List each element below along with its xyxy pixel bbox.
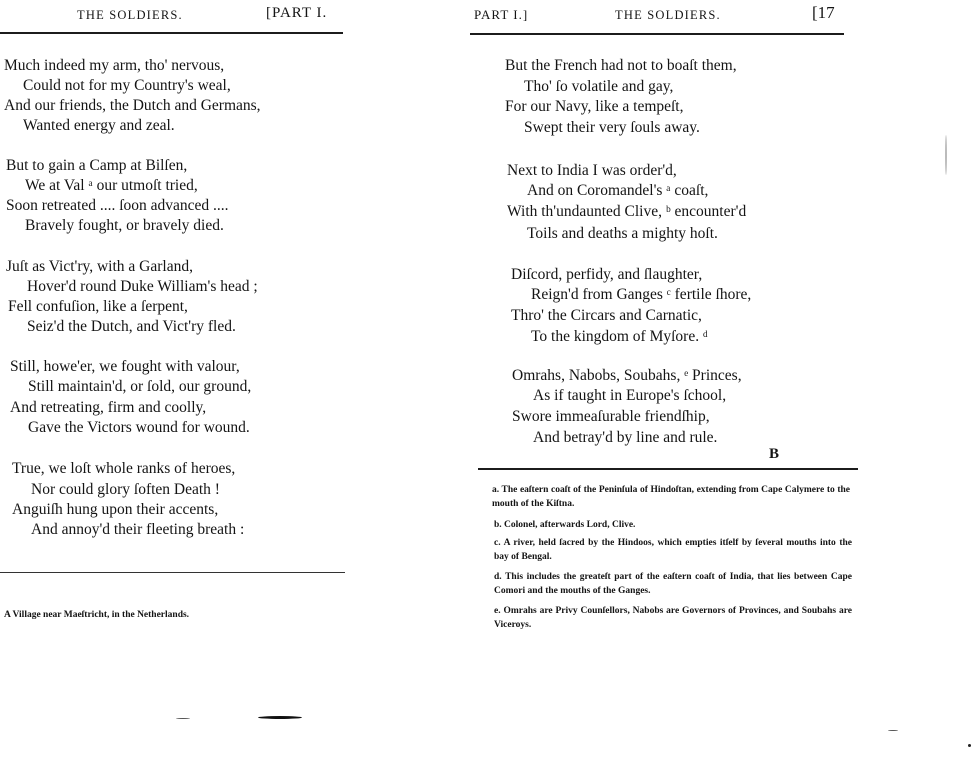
left-footnote: A Village near Maeſtricht, in the Netherlands.: [4, 610, 190, 620]
verse-line: Could not for my Country's weal,: [23, 77, 231, 94]
right-header-rule: [470, 33, 844, 35]
verse-line: Much indeed my arm, tho' nervous,: [4, 57, 225, 74]
footnote-e: e. Omrahs are Privy Counſellors, Nabobs are Governors of Provinces, and Soubahs are Viceroys.: [494, 606, 852, 630]
verse-line: Wanted energy and zeal.: [23, 117, 175, 134]
verse-line: Juſt as Vict'ry, with a Garland,: [6, 258, 193, 275]
verse-line: Tho' ſo volatile and gay,: [524, 78, 674, 95]
left-footnote-rule: [0, 572, 345, 573]
verse-line: And betray'd by line and rule.: [533, 429, 718, 446]
scan-mark: [888, 730, 898, 731]
verse-line: Nor could glory ſoften Death !: [31, 481, 220, 498]
verse-line: As if taught in Europe's ſchool,: [533, 387, 727, 404]
catchword: B: [769, 446, 780, 462]
verse-line: To the kingdom of Myſore. ᵈ: [531, 328, 708, 345]
scan-mark: [945, 135, 947, 175]
verse-line: Reign'd from Ganges ᶜ fertile ſhore,: [531, 286, 752, 303]
verse-line: With th'undaunted Clive, ᵇ encounter'd: [507, 203, 747, 220]
verse-line: Swore immeaſurable friendſhip,: [512, 408, 710, 425]
verse-line: And on Coromandel's ᵃ coaſt,: [527, 182, 709, 199]
right-part-ref: PART I.]: [474, 7, 529, 22]
footnote-b: b. Colonel, afterwards Lord, Clive.: [494, 520, 636, 530]
scan-mark: [258, 716, 302, 719]
footnote-a: a. The eaſtern coaſt of the Peninſula of Hindoſtan, extending from Cape Calymere to the mouth of the Kiſtna.: [492, 485, 850, 509]
page-number: [17: [812, 3, 835, 22]
verse-line: And retreating, firm and coolly,: [10, 399, 207, 416]
verse-line: Next to India I was order'd,: [507, 162, 677, 179]
verse-line: True, we loſt whole ranks of heroes,: [12, 460, 236, 477]
left-header-rule: [0, 32, 343, 34]
verse-line: Thro' the Circars and Carnatic,: [511, 307, 702, 324]
verse-line: Anguiſh hung upon their accents,: [12, 501, 219, 518]
right-footnote-rule: [478, 468, 858, 470]
verse-line: We at Val ᵃ our utmoſt tried,: [25, 177, 198, 194]
verse-line: Diſcord, perfidy, and ſlaughter,: [511, 266, 703, 283]
left-running-title: THE SOLDIERS.: [77, 8, 183, 22]
verse-line: Soon retreated .... ſoon advanced ....: [6, 197, 229, 214]
verse-line: And annoy'd their fleeting breath :: [31, 521, 245, 538]
left-part-ref: [PART I.: [266, 5, 328, 21]
right-page: [470, 0, 980, 758]
scan-mark: [176, 718, 190, 719]
verse-line: Bravely fought, or bravely died.: [25, 217, 224, 234]
scan-mark: [968, 744, 971, 747]
verse-line: But to gain a Camp at Bilſen,: [6, 157, 188, 174]
verse-line: Fell confuſion, like a ſerpent,: [8, 298, 188, 315]
footnote-d: d. This includes the greateſt part of the eaſtern coaſt of India, that lies between Cape Comori and the mouths of the Ganges.: [494, 572, 852, 596]
verse-line: But the French had not to boaſt them,: [505, 57, 737, 74]
verse-line: Still maintain'd, or ſold, our ground,: [28, 378, 252, 395]
verse-line: Hover'd round Duke William's head ;: [27, 278, 258, 295]
right-running-title: THE SOLDIERS.: [615, 8, 721, 22]
verse-line: Gave the Victors wound for wound.: [28, 419, 250, 436]
verse-line: Seiz'd the Dutch, and Vict'ry fled.: [27, 318, 236, 335]
left-page: [0, 0, 470, 758]
verse-line: And our friends, the Dutch and Germans,: [4, 97, 261, 114]
verse-line: Still, howe'er, we fought with valour,: [10, 358, 240, 375]
verse-line: Toils and deaths a mighty hoſt.: [527, 225, 718, 242]
verse-line: Omrahs, Nabobs, Soubahs, ᵉ Princes,: [512, 367, 742, 384]
footnote-c: c. A river, held ſacred by the Hindoos, which empties itſelf by ſeveral mouths into the bay of Bengal.: [494, 538, 852, 562]
verse-line: For our Navy, like a tempeſt,: [505, 98, 684, 115]
verse-line: Swept their very ſouls away.: [524, 119, 700, 136]
